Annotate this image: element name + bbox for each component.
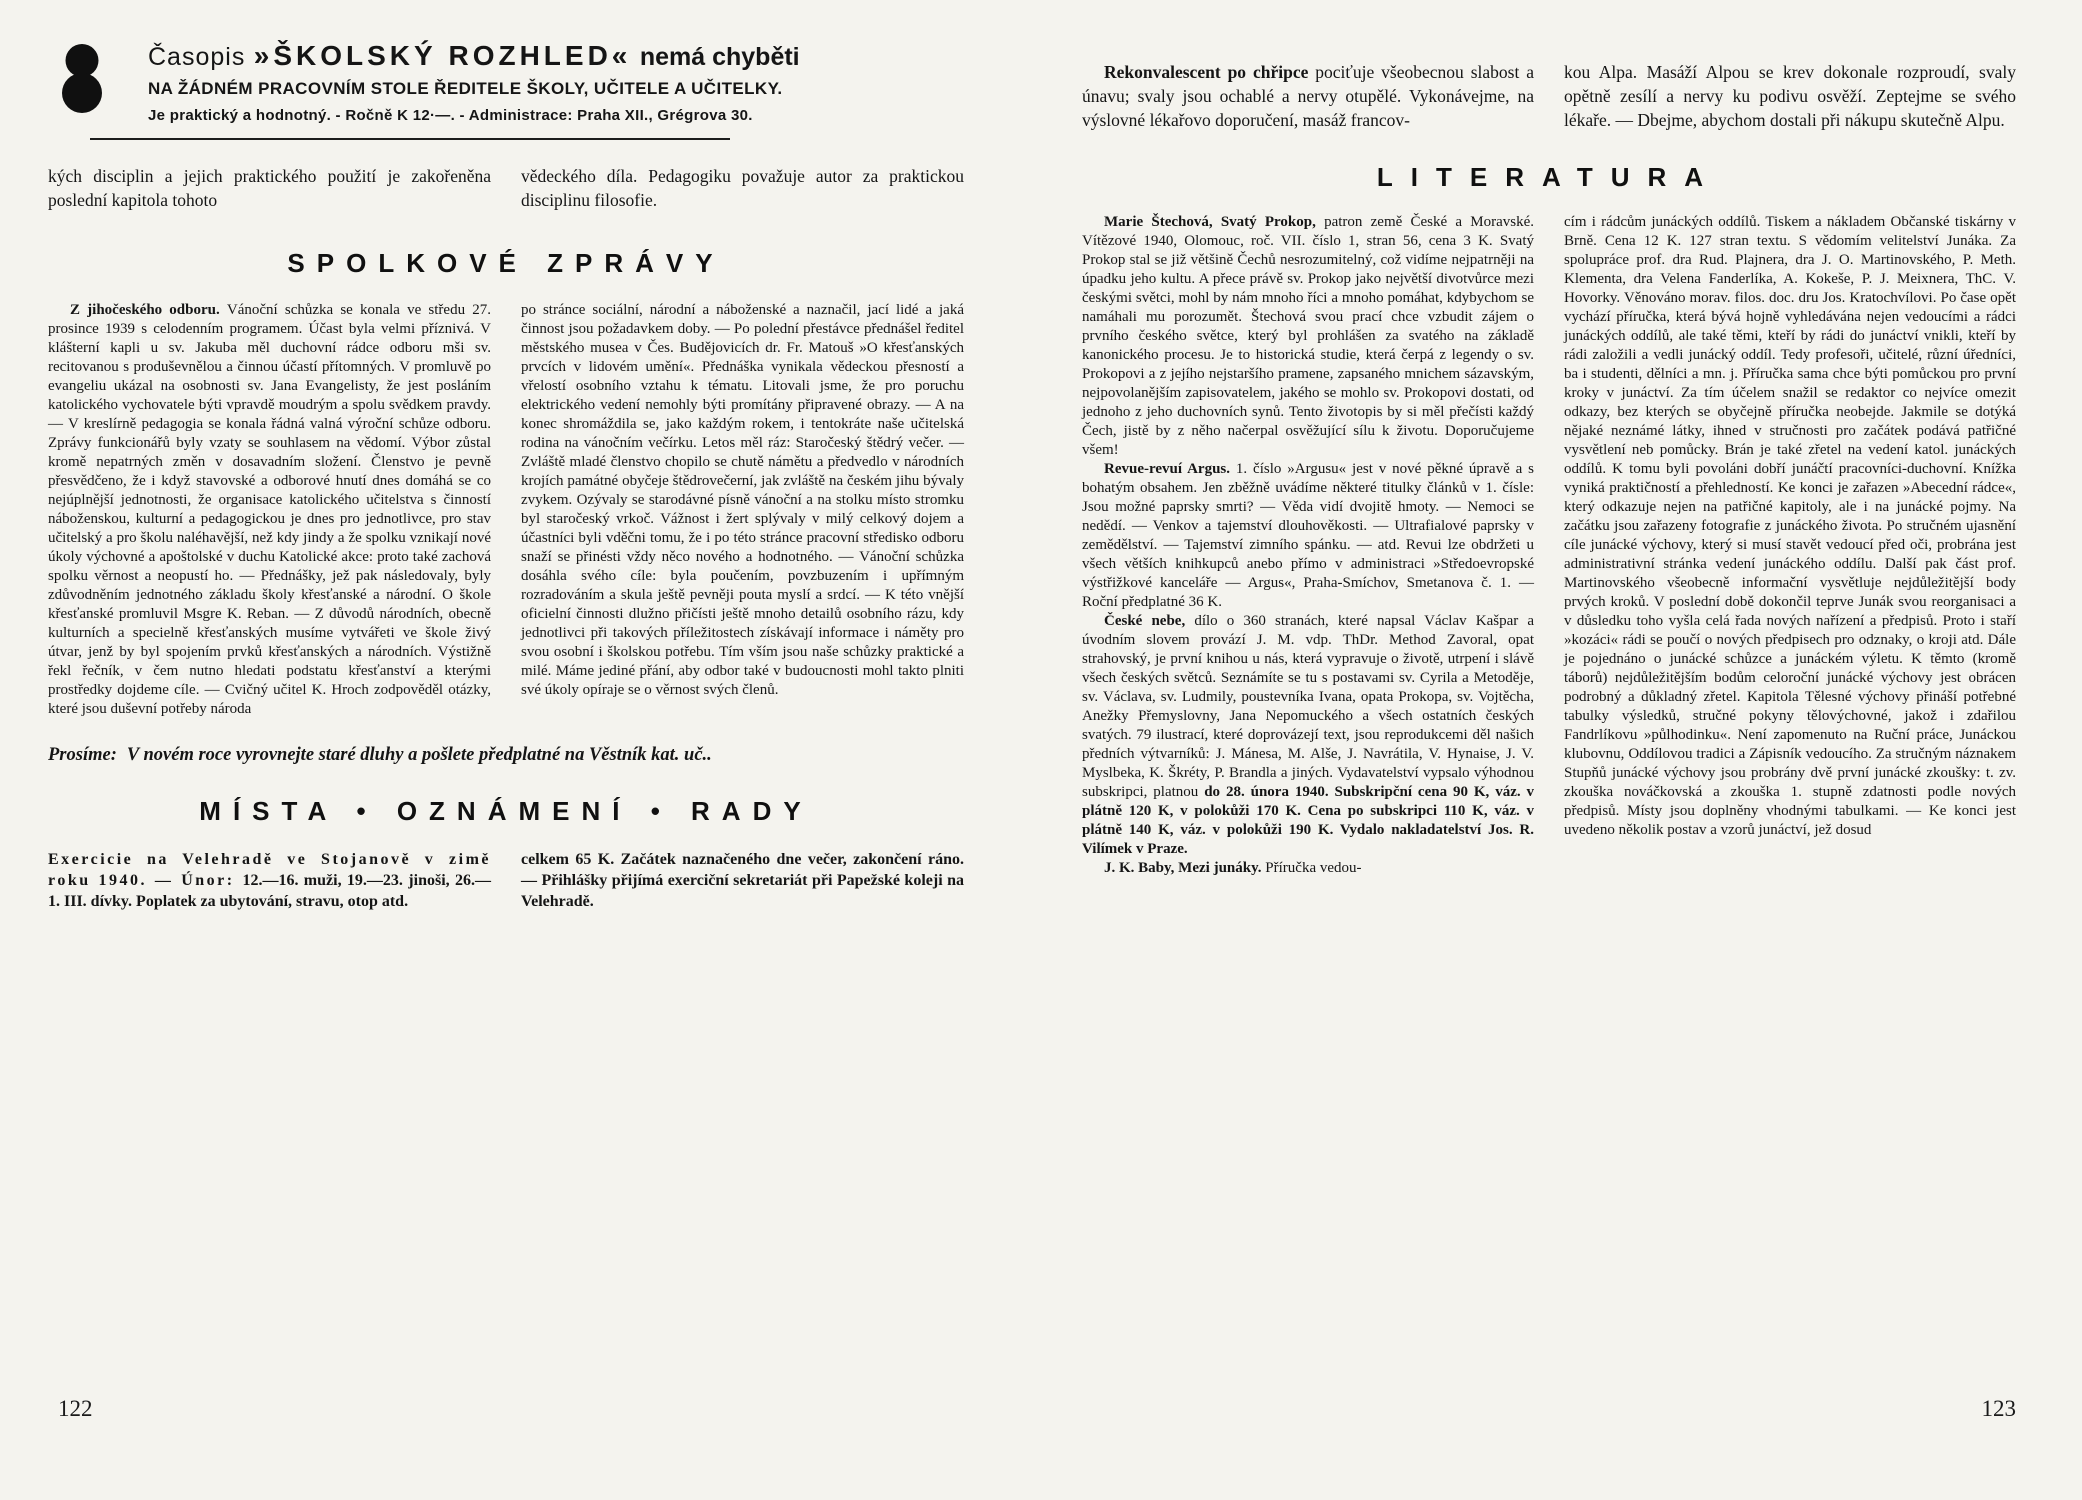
ad-text	[148, 40, 800, 124]
paragraph-text: Vánoční schůzka se konala ve středu 27. prosince 1939 s celodenním programem. Účast byla velmi příznivá. V klášterní kapli u sv. Jakuba měl duchovní rádce odboru mši sv. recitovanou s produševnělou a činnou účastí přítomných. V promluvě po evangeliu ukázal na osobnosti sv. Jana Evangelisty, že jest posláním katolického vychovatele býti vpravdě moudrým a spolu svědkem pravdy. — V kreslírně pedagogia se konala řádná valná výroční schůze odboru. Zprávy funkcionářů byly vzaty se souhlasem na vědomí. Výbor zůstal kromě nepatrných změn v dosavadním složení. Členstvo je pevně přesvědčeno, že i když stavovské a odborové hnutí dnes domáhá se co nejúplnější jednotnosti, že organisace katolického učitelstva s činností náboženskou, kulturní a pedagogickou je dnes pro jednotlivce, pro stav učitelský a pro školu naléhavější, než kdy jindy a že spolku vznikají nové úkoly výchovné a apoštolské v duchu Katolické akce: proto také zachová spolku věrnost a neopustí ho. — Přednášky, jež pak následovaly, byly zdůvodněním jednotného základu školy křesťanské a národní. O škole křesťanské promluvil Msgre K. Reban. — Z důvodů národních, obecně kulturních a specielně křesťanských musíme vytvářeti ve škole živý útvar, jenž by byl spojením prvků křesťanských a národních. Výstižně řekl řečník, v čem nutno hledati podstatu křesťanství a kterými prostředky dojdeme cíle. — Cvičný učitel K. Hroch zodpověděl otázky, které jsou duševní potřeby národa	[48, 302, 491, 717]
paragraph	[521, 164, 964, 212]
paragraph-text: pociťuje všeobecnou slabost a únavu; svaly jsou ochablé a nervy otupělé. Vykonávejme, na výslovné lékařovo doporučení, masáž francov-	[1082, 62, 1534, 130]
column-left	[48, 849, 491, 912]
paragraph-lead: Marie Štechová, Svatý Prokop,	[1104, 214, 1325, 230]
paragraph-lead: J. K. Baby, Mezi junáky.	[1104, 860, 1266, 876]
ad-magazine-title: »ŠKOLSKÝ ROZHLED«	[253, 40, 632, 71]
section-title-spolkove-zpravy: SPOLKOVÉ ZPRÁVY	[287, 248, 725, 278]
paragraph	[1082, 213, 1534, 460]
article-continuation	[1082, 60, 2016, 132]
paragraph-text: kých disciplin a jejich praktického použití je zakořeněna poslední kapitola tohoto	[48, 166, 491, 210]
paragraph-text: vědeckého díla. Pedagogiku považuje autor za praktickou disciplinu filosofie.	[521, 166, 964, 210]
ad-subline: NA ŽÁDNÉM PRACOVNÍM STOLE ŘEDITELE ŠKOLY, UČITELE A UČITELKY.	[148, 79, 783, 98]
horizontal-rule	[90, 138, 730, 140]
logo-dot-bottom	[62, 73, 102, 113]
paragraph-text: celkem 65 K. Začátek naznačeného dne večer, zakončení ráno. — Přihlášky přijímá exerciční sekretariát při Papežské koleji na Velehradě.	[521, 851, 964, 910]
paragraph-text: cím i rádcům junáckých oddílů. Tiskem a nákladem Občanské tiskárny v Brně. Cena 12 K. 127 stran textu. S vědomím velitelství Junáka. Za spolupráce prof. dra Rud. Plajnera, dra J. O. Martinovského, P. Meth. Klementa, dra Velena Fanderlíka, A. Kokeše, P. J. Meixnera, ThC. V. Hovorky. Věnováno morav. filos. doc. dru Jos. Kratochvílovi. Po čase opět vychází příručka, která bývá hojně vyhledávána nejen vedoucími a rádci junáckých oddílů, ale také těmi, kteří by rádi do junáctví vnikli, kteří by rádi založili a vedli junácký oddíl. Tedy profesoři, učitelé, různí úředníci, ba i studenti, dělníci a mn. j. Příručka sama chce býti pomůckou pro první kroky v junáctví. Za tím účelem snažil se redaktor co nejvíce omezit odkazy, bez kterých se obyčejně příručka neobejde. Jakmile se dotýká nějaké neznámé látky, ihned v stručnosti pro začátek podává patřičné vysvětlení neb pomůcky. Brán je také zřetel na vedení katol. junáckých oddílů. K tomu byli povoláni dobří junáčtí pracovníci-duchovní. Knížka vyniká praktičností a přehledností. Ke konci je zařazen »Abecední rádce«, který odkazuje nejen na patřičné kapitoly, ale i na junácké pojmy. Na začátku jsou zařazeny fotografie z junáckého života. Po stručném ujasnění cíle junácké výchovy, který si musí stavět vedoucí před oči, probrána jest administrativní stránka vedení junáckého oddílu. Další pak část prof. Martinovského všeobecně informační vysvětluje nejdůležitější body prvých kroků. V poslední době dokončil teprve Junák svou reorganisaci a v důsledku toho vyšla celá řada nových nařízení a předpisů. Proto i staří »kozáci« rádi se poučí o nových předpisech pro odznaky, o kroji atd. Dále je pojednáno o junácké schůzce a junáckém výletu. K těmto (kromě táborů) nejdůležitějším bodům celoroční junácké výchovy jest obrácen podrobný a důkladný zřetel. Kapitola Tělesné výchovy přináší potřebné tabulky výsledků, stručné pokyny tělovýchovné, jakož i zdařilou Fandrlíkovu »půlhodinku«. Není zapomenuto na Ruční práce, Junáckou klubovnu, Oddílovou tradici a Zápisník vedoucího. Za stručným náznakem Stupňů junácké výchovy jsou probrány dvě první junácké zkoušky: t. zv. zkouška nováčkovská a zkouška 1. stupně zdatnosti podle nových předpisů. Místy jsou doplněny vhodnými tabulkami. — Ke konci jest uvedeno několik postav a vzorů junáctví, jež dosud	[1564, 214, 2016, 838]
paragraph	[48, 301, 491, 719]
column-left	[1082, 213, 1534, 878]
page-number-left: 122	[58, 1396, 93, 1421]
paragraph	[1082, 612, 1534, 859]
mista-oznameni-rady-section	[48, 849, 964, 912]
paragraph-lead: Exercicie na Velehradě ve Stojanově v zimě roku 1940. — Únor:	[48, 851, 491, 889]
paragraph-text: po stránce sociální, národní a náboženské a naznačil, jací lidé a jaká činnost jsou požadavkem doby. — Po polední přestávce přednášel ředitel městského musea v Čes. Budějovicích dr. Fr. Matouš »O křesťanských prvcích v lidovém umění«. Přednáška vynikala vědeckou přesností a vřelostí osobního vztahu k tématu. Litovali jsme, že pro poruchu elektrického vedení nemohly býti promítány připravené obrazy. — A na konec shromáždila se, jako každým rokem, i tentokráte naše učitelská rodina na vánočním večírku. Letos měl ráz: Staročeský štědrý večer. — Zvláště mladé členstvo chopilo se chutě námětu a předvedlo v národních krojích památné obyčeje štědrovečerní, jak zvláště na českém jihu bývaly zvykem. Ozývaly se starodávné písně vánoční a na stolku místo stromku byl staročeský vrkoč. Vážnost i žert splývaly v milý celkový dojem a účastníci byli vděčni tomu, že i po této stránce pracovní středisko odboru snaží se přinésti vždy něco nového a hodnotného. — Vánoční schůzka dosáhla svého cíle: byla poučením, povzbuzením i upřímným rozradováním a skula ještě pevněji pouta myslí a srdcí. — K této vnější oficielní činnosti dlužno přičísti ještě mnoho detailů osobního rázu, kdy jednotlivci při takových příležitostech získávají informace i náměty pro svou osobní i školskou potřebu. Tím vším jsou naše schůzky praktické a milé. Máme jediné přání, aby odbor také v budoucnosti mohl takto plniti své úkoly opíraje se o věrnost svých členů.	[521, 302, 964, 698]
ad-box	[58, 40, 800, 124]
paragraph	[1082, 60, 1534, 132]
paragraph	[1082, 859, 1534, 878]
article-continuation	[48, 164, 964, 212]
figure-eight-logo-icon	[58, 42, 106, 122]
paragraph-text: kou Alpa. Masáží Alpou se krev dokonale rozproudí, svaly opětně zesílí a nervy ku podivu osvěží. Zeptejme se svého lékaře. — Dbejme, abychom dostali při nákupu skutečně Alpu.	[1564, 62, 2016, 130]
payment-notice	[48, 745, 964, 766]
spolkove-zpravy-section	[48, 301, 964, 719]
column-left	[48, 301, 491, 719]
section-title-literatura: LITERATURA	[1376, 162, 1722, 192]
paragraph	[521, 849, 964, 912]
column-left	[48, 164, 491, 212]
paragraph	[1564, 60, 2016, 132]
literatura-section	[1082, 213, 2016, 878]
column-right	[521, 849, 964, 912]
paragraph	[48, 164, 491, 212]
paragraph-lead: Z jihočeského odboru.	[70, 302, 227, 318]
paragraph-text: patron země České a Moravské. Vítězové 1940, Olomouc, roč. VII. číslo 1, stran 56, cena 3 K. Svatý Prokop stal se již většině Čechů nesrozumitelný, což vidíme nejpatrněji na úpadku jeho kultu. A přece právě sv. Prokop jako největší divotvůrce mezi českými světci, mohl by nám mnoho říci a mnoho pomáhat, kdybychom se namáhali mu porozumět. Štechová svou prací chce vzbudit zájem o prvního českého světce, který byl prohlášen za svatého na základě kanonického procesu. Je to historická studie, která čerpá z legendy o sv. Prokopovi a z jejího nejstaršího pramene, zapsaného mnichem sázavským, nejpovolanějším zapisovatelem, jakého se mohlo sv. Prokopovi dostati, od jednoho z jeho duchovních synů. Tento životopis by si měl přečísti každý Čech, jistě by z něho načerpal osvěžující sílu k životu. Doporučujeme všem!	[1082, 214, 1534, 458]
ad-info-line: Je praktický a hodnotný. - Ročně K 12·—. - Administrace: Praha XII., Grégrova 30.	[148, 107, 753, 124]
ad-headline-suffix: nemá chyběti	[639, 43, 800, 71]
paragraph-lead: České nebe,	[1104, 613, 1195, 629]
paragraph-text: 1. číslo »Argusu« jest v nové pěkné úpravě a s bohatým obsahem. Jen zběžně uvádíme některé titulky článků v 1. čísle: Jsou možné paprsky smrti? — Věda vidí dvojitě hmoty. — Nemoci se nedědí. — Venkov a tajemství dlouhověkosti. — Ultrafialové paprsky v zemědělství. — Tajemství zimního spánku. — atd. Revui lze obdržeti u všech větších knihkupců anebo přímo v administraci »Středoevropské výstřižkové kanceláře — Argus«, Praha-Smíchov, Smetanova č. 1. — Roční předplatné 36 K.	[1082, 461, 1534, 610]
paragraph-text: Příručka vedou-	[1265, 860, 1362, 876]
paragraph-text: 12.—16. muži, 19.—23. jinoši, 26.—1. III. dívky. Poplatek za ubytování, stravu, otop atd.	[48, 872, 491, 910]
column-right	[521, 301, 964, 719]
paragraph	[1082, 460, 1534, 612]
paragraph-lead: Revue-revuí Argus.	[1104, 461, 1236, 477]
column-right	[521, 164, 964, 212]
paragraph-text: dílo o 360 stranách, které napsal Václav Kašpar a úvodním slovem provází J. M. vdp. ThDr. Method Zavoral, opat strahovský, je první knihou u nás, která vypravuje o životě, utrpení i slávě všech českých světců. Seznámíte se tu s postavami sv. Cyrila a Metoděje, sv. Václava, sv. Ludmily, poustevníka Ivana, opata Prokopa, sv. Vojtěcha, Anežky Přemyslovny, Jana Nepomuckého a všech ostatních českých svatých. 79 ilustrací, které doprovázejí text, jsou reprodukcemi děl našich předních výtvarníků: J. Mánesa, M. Alše, J. Navrátila, V. Hynaise, J. V. Myslbeka, K. Škréty, P. Brandla a jiných. Vydavatelství vypsalo výhodnou subskripci, platnou	[1082, 613, 1534, 800]
right-page	[1082, 36, 2016, 878]
notice-text: V novém roce vyrovnejte staré dluhy a pošlete předplatné na Věstník kat. uč..	[126, 745, 712, 765]
paragraph	[521, 301, 964, 700]
section-title-mista-oznameni-rady: MÍSTA • OZNÁMENÍ • RADY	[199, 796, 813, 826]
paragraph-bold-tail: do 28. února 1940. Subskripční cena 90 K, váz. v plátně 120 K, v polokůži 170 K. Cena po subskripci 110 K, váz. v plátně 140 K, váz. v polokůži 190 K. Vydalo nakladatelství Jos. R. Vilímek v Praze.	[1082, 784, 1534, 857]
notice-lead: Prosíme:	[48, 745, 117, 765]
paragraph	[48, 849, 491, 912]
column-right	[1564, 60, 2016, 132]
ad-headline-prefix: Časopis	[148, 43, 246, 71]
left-page	[48, 40, 964, 912]
paragraph-lead: Rekonvalescent po chřipce	[1104, 62, 1316, 82]
ad-headline	[148, 40, 800, 72]
column-left	[1082, 60, 1534, 132]
column-right	[1564, 213, 2016, 878]
paragraph	[1564, 213, 2016, 840]
page-number-right: 123	[1981, 1396, 2016, 1421]
